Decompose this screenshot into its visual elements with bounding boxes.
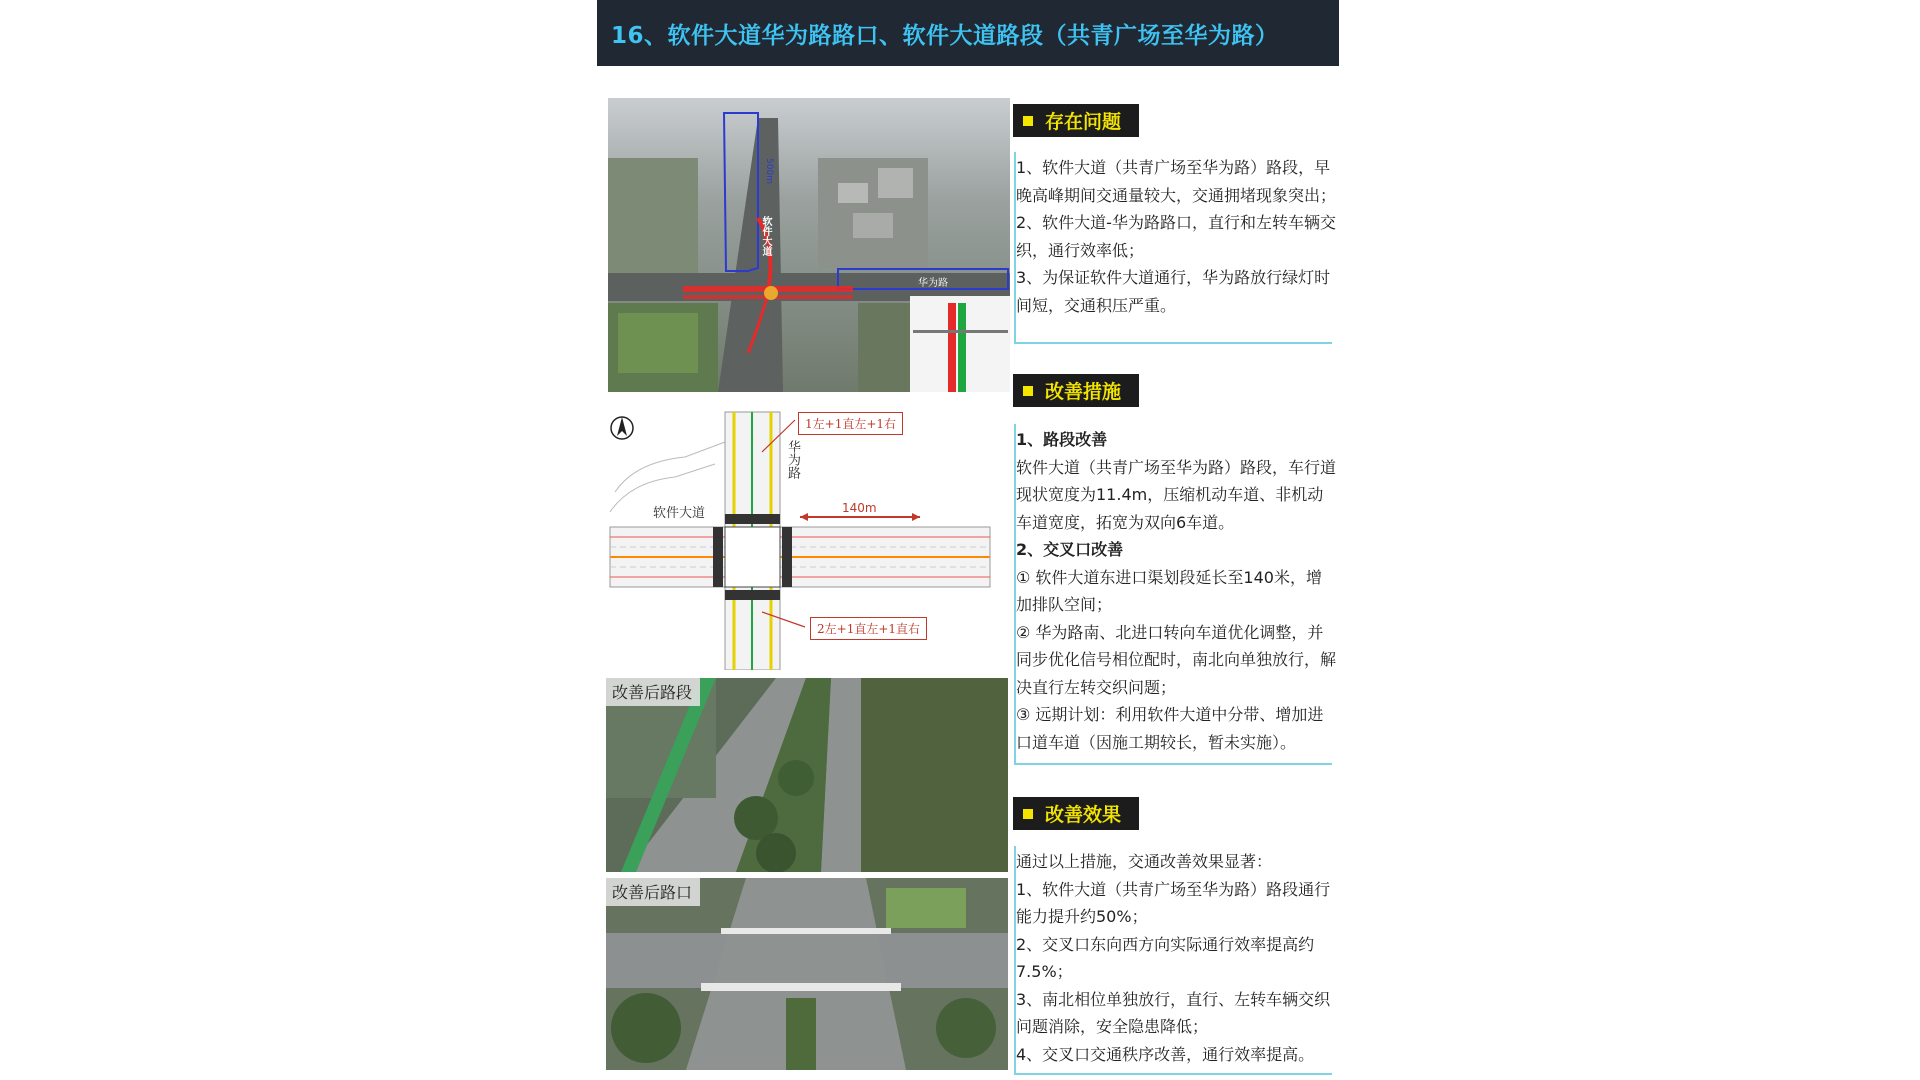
- diagram-road-cross: 华为路: [785, 440, 800, 479]
- annotation-south-approach: 2左+1直左+1直右: [810, 617, 927, 640]
- after-segment-label: 改善后路段: [606, 678, 700, 706]
- effect-item: 4、交叉口交通秩序改善，通行效率提高。: [1016, 1044, 1315, 1064]
- effects-intro: 通过以上措施，交通改善效果显著：: [1016, 852, 1273, 871]
- effects-list: [1016, 848, 1336, 1068]
- measures-heading: 改善措施: [1013, 374, 1139, 407]
- annotation-north-approach: 1左+1直左+1右: [798, 412, 903, 435]
- effect-item: 2、交叉口东向西方向实际通行效率提高约7.5%；: [1016, 934, 1315, 981]
- problems-left-rule: [1014, 152, 1016, 344]
- problems-heading: 存在问题: [1013, 104, 1139, 137]
- heading-bullet-icon: [1023, 809, 1033, 819]
- aerial-photo: [608, 98, 1010, 392]
- problems-bottom-rule: [1014, 342, 1332, 344]
- measure-item: ① 软件大道东进口渠划段延长至140米，增加排队空间；: [1016, 567, 1322, 614]
- effect-item: 3、南北相位单独放行，直行、左转车辆交织问题消除，安全隐患降低；: [1016, 989, 1331, 1036]
- measures-sub-heading: 1、路段改善: [1016, 430, 1108, 449]
- page-title: 16、软件大道华为路路口、软件大道路段（共青广场至华为路）: [611, 22, 1279, 49]
- diagram-length-label: 140m: [842, 501, 877, 515]
- heading-bullet-icon: [1023, 116, 1033, 126]
- after-intersection-photo: [606, 878, 1008, 1070]
- measure-item: ③ 远期计划：利用软件大道中分带、增加进口道车道（因施工期较长，暂未实施）。: [1016, 705, 1324, 752]
- effects-bottom-rule: [1014, 1073, 1332, 1075]
- measures-text: 软件大道（共青广场至华为路）路段，车行道现状宽度为11.4m，压缩机动车道、非机动车道宽度，拓宽为双向6车道。: [1016, 457, 1337, 532]
- measures-sub-heading: 2、交叉口改善: [1016, 540, 1124, 559]
- measures-list: [1016, 426, 1336, 756]
- measures-bottom-rule: [1014, 763, 1332, 765]
- after-segment-photo: [606, 678, 1008, 872]
- measure-item: ② 华为路南、北进口转向车道优化调整，并同步优化信号相位配时，南北向单独放行，解决直行左转交织问题；: [1016, 622, 1337, 697]
- problems-list: [1016, 154, 1336, 319]
- measures-left-rule: [1014, 424, 1016, 764]
- problem-item: 1、软件大道（共青广场至华为路）路段，早晚高峰期间交通量较大，交通拥堵现象突出；: [1016, 158, 1337, 205]
- diagram-road-main: 软件大道: [653, 506, 706, 521]
- after-intersection-label: 改善后路口: [606, 878, 700, 906]
- effects-left-rule: [1014, 846, 1016, 1074]
- aerial-road-label-vertical: 软件大道: [760, 216, 771, 256]
- problem-item: 2、软件大道-华为路路口，直行和左转车辆交织，通行效率低；: [1016, 213, 1336, 260]
- effects-heading: 改善效果: [1013, 797, 1139, 830]
- title-bar: [597, 0, 1339, 66]
- aerial-road-label-horizontal: 华为路: [918, 278, 948, 289]
- aerial-distance-label: 500m: [764, 158, 774, 184]
- heading-bullet-icon: [1023, 386, 1033, 396]
- problem-item: 3、为保证软件大道通行，华为路放行绿灯时间短，交通积压严重。: [1016, 268, 1331, 315]
- effect-item: 1、软件大道（共青广场至华为路）路段通行能力提升约50%；: [1016, 879, 1331, 926]
- channelization-diagram: [605, 402, 995, 670]
